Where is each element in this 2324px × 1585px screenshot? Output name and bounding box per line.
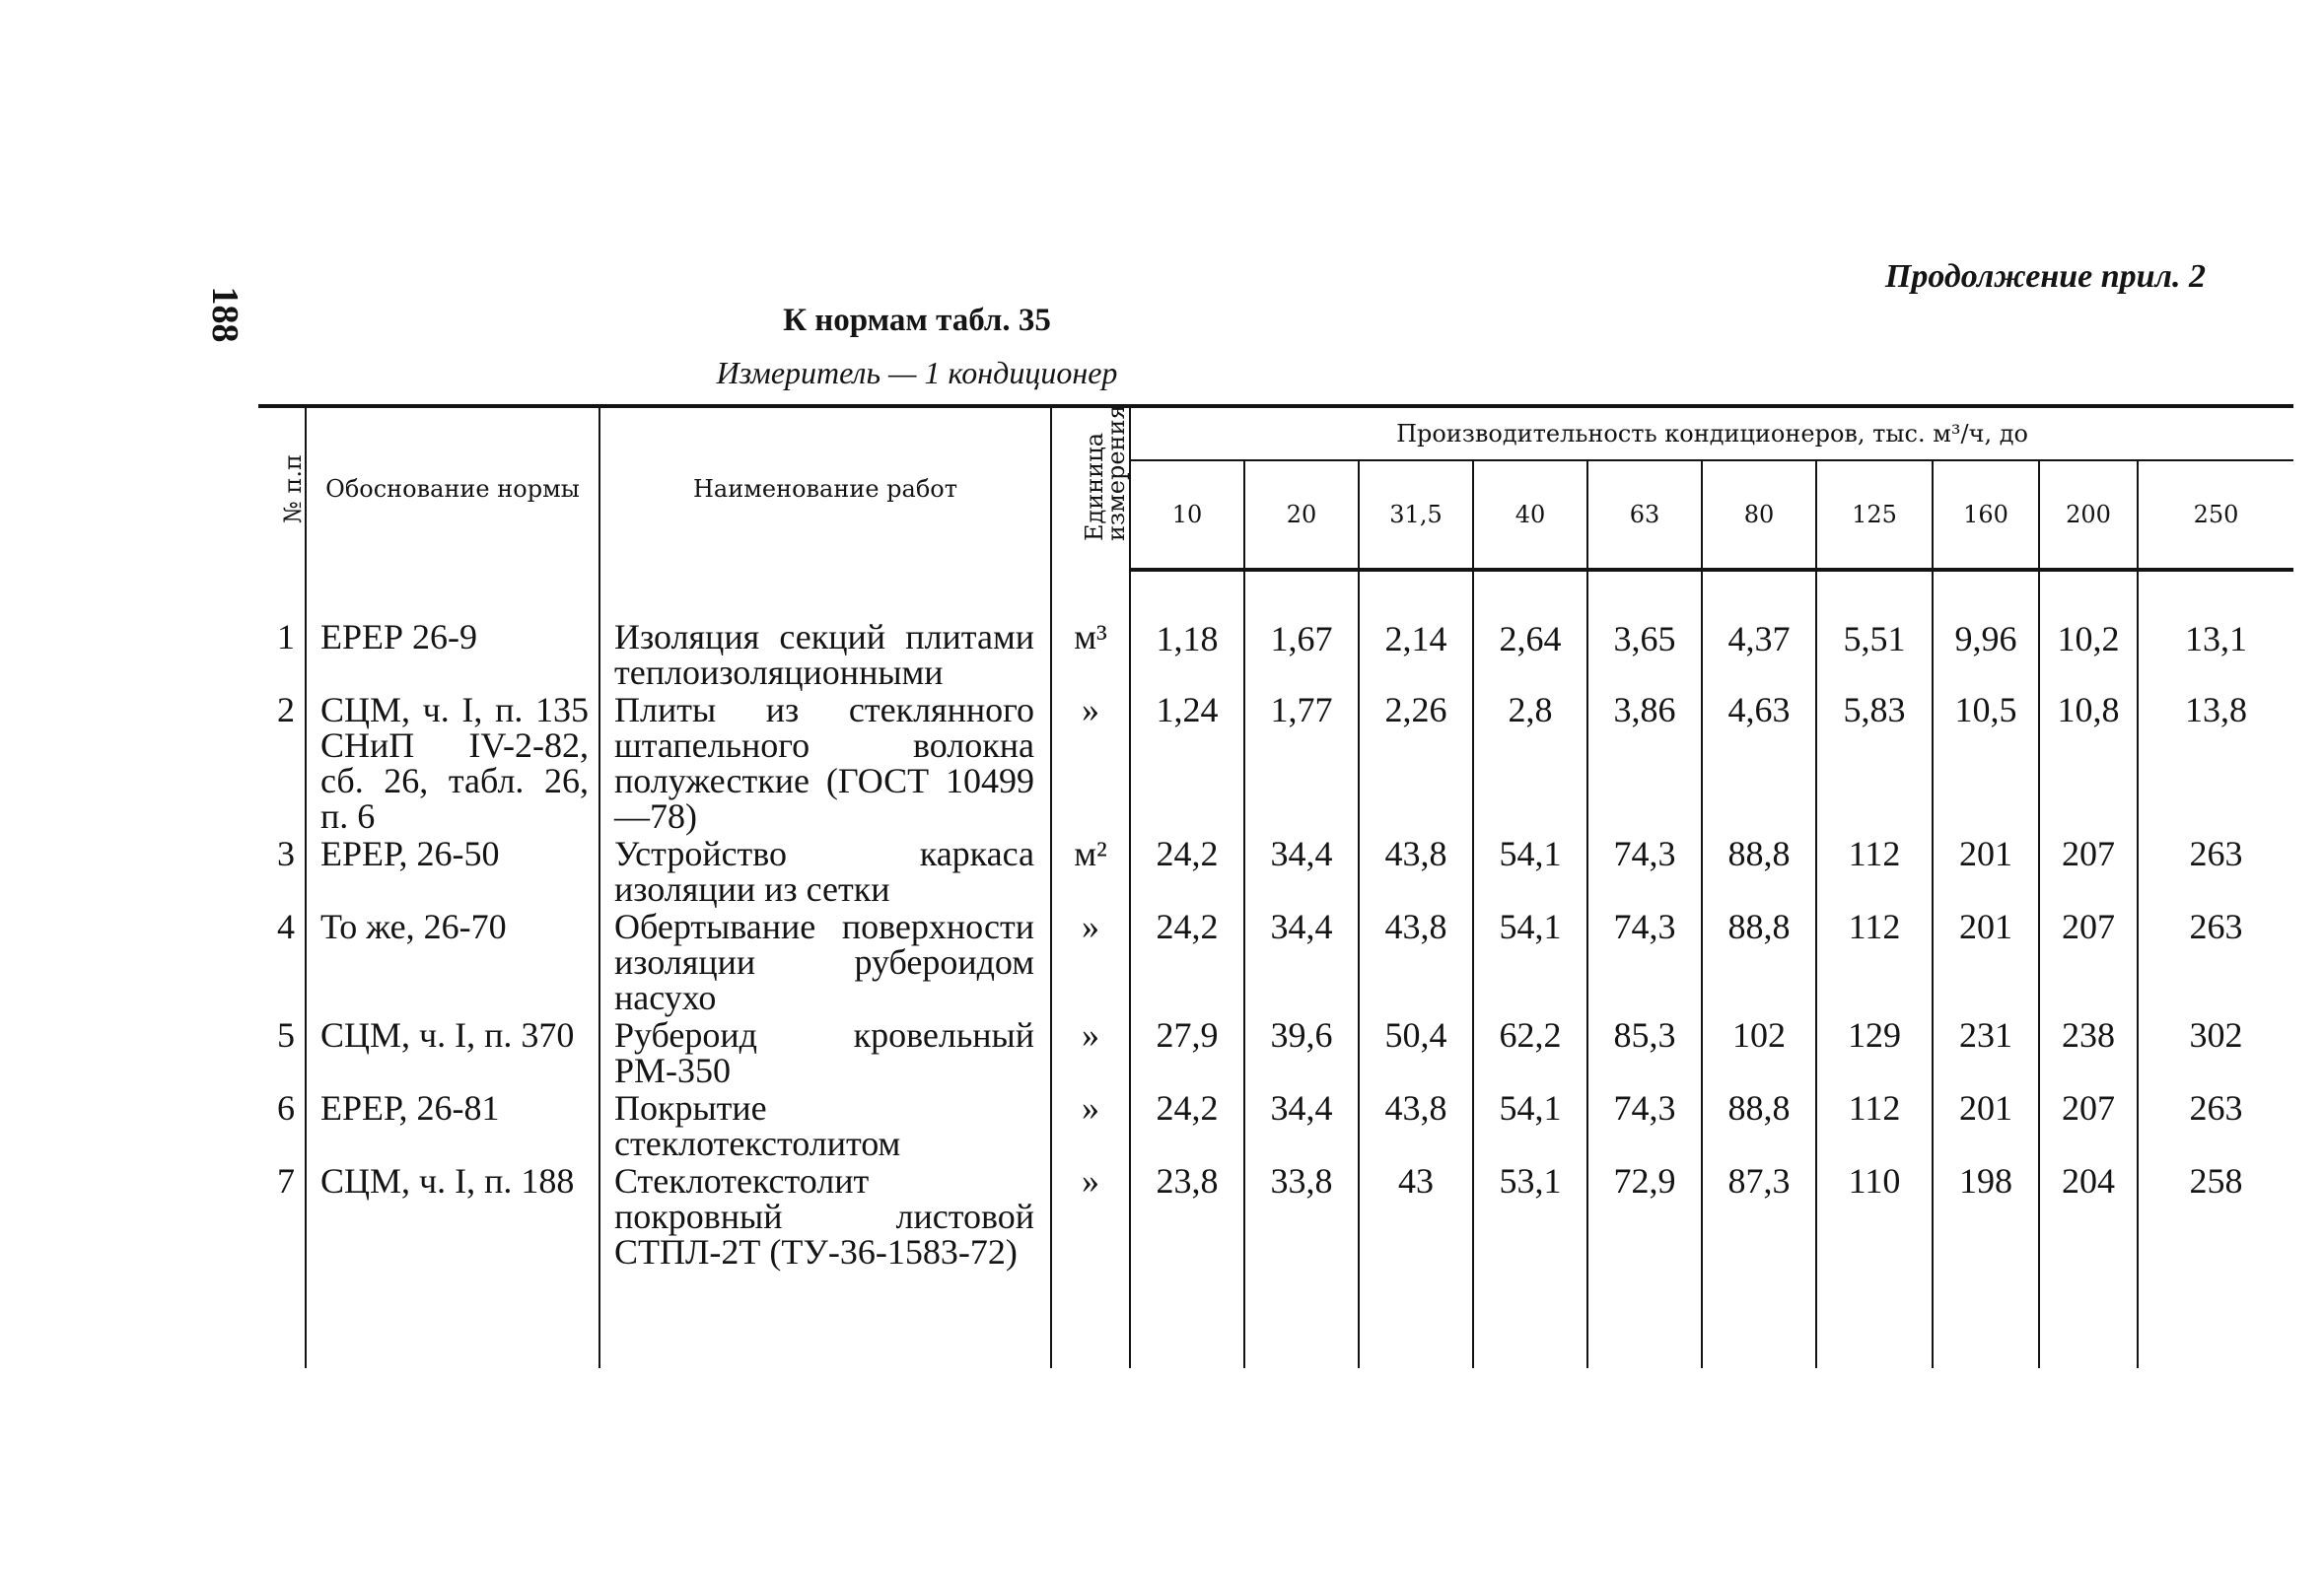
row-value: 43,8 [1359, 1090, 1473, 1163]
row-value: 263 [2138, 909, 2293, 1017]
row-work-name: Стеклотекстолит покровный листовой СТПЛ-2Т (ТУ-36-1583-72) [599, 1163, 1051, 1368]
row-number: 1 [277, 617, 295, 656]
header-capacity-0: 10 [1130, 460, 1244, 570]
row-unit: » [1051, 1090, 1130, 1163]
row-unit: » [1051, 1017, 1130, 1090]
header-no [258, 406, 306, 570]
row-value: 62,2 [1473, 1017, 1587, 1090]
row-value: 112 [1816, 909, 1933, 1017]
row-value: 129 [1816, 1017, 1933, 1090]
row-basis: СЦМ, ч. I, п. 135 СНиП IV-2-82, сб. 26, табл. 26, п. 6 [306, 692, 599, 836]
row-work-name: Устройство каркаса изоляции из сетки [599, 836, 1051, 909]
row-value: 3,86 [1587, 692, 1702, 836]
row-value: 74,3 [1587, 836, 1702, 909]
row-value: 10,8 [2039, 692, 2138, 836]
row-value: 54,1 [1473, 1090, 1587, 1163]
row-value: 50,4 [1359, 1017, 1473, 1090]
row-value: 43,8 [1359, 836, 1473, 909]
row-value: 24,2 [1130, 836, 1244, 909]
row-value: 24,2 [1130, 909, 1244, 1017]
header-no-label: № п.п [278, 454, 307, 523]
row-value: 2,26 [1359, 692, 1473, 836]
row-value: 10,5 [1933, 692, 2039, 836]
row-basis: ЕРЕР 26-9 [306, 570, 599, 692]
row-unit: м² [1051, 836, 1130, 909]
row-value: 13,8 [2138, 692, 2293, 836]
norms-table [258, 404, 2293, 1368]
row-value: 112 [1816, 836, 1933, 909]
row-unit: м³ [1051, 570, 1130, 692]
row-number: 2 [277, 690, 295, 729]
row-number: 5 [277, 1015, 295, 1055]
table-row [258, 836, 2293, 909]
row-value: 207 [2039, 836, 2138, 909]
row-value: 74,3 [1587, 1090, 1702, 1163]
row-value: 201 [1933, 836, 2039, 909]
row-value: 2,64 [1473, 570, 1587, 692]
header-unit-label: Единица измерения [1081, 403, 1130, 541]
row-value: 88,8 [1702, 1090, 1816, 1163]
header-capacity-8: 200 [2039, 460, 2138, 570]
row-value: 201 [1933, 909, 2039, 1017]
row-value: 112 [1816, 1090, 1933, 1163]
row-value: 110 [1816, 1163, 1933, 1368]
header-capacity-1: 20 [1244, 460, 1359, 570]
row-value: 204 [2039, 1163, 2138, 1368]
header-capacity-2: 31,5 [1359, 460, 1473, 570]
row-value: 74,3 [1587, 909, 1702, 1017]
table-row [258, 1090, 2293, 1163]
row-value: 54,1 [1473, 909, 1587, 1017]
row-basis: СЦМ, ч. I, п. 370 [306, 1017, 599, 1090]
row-value: 302 [2138, 1017, 2293, 1090]
table-row [258, 1017, 2293, 1090]
row-value: 34,4 [1244, 1090, 1359, 1163]
row-value: 39,6 [1244, 1017, 1359, 1090]
row-value: 43,8 [1359, 909, 1473, 1017]
row-value: 9,96 [1933, 570, 2039, 692]
row-unit: » [1051, 692, 1130, 836]
row-work-name: Плиты из стеклянного штапельного волокна полужесткие (ГОСТ 10499—78) [599, 692, 1051, 836]
row-basis: ЕРЕР, 26-81 [306, 1090, 599, 1163]
row-value: 2,8 [1473, 692, 1587, 836]
row-work-name: Рубероид кровельный РМ-350 [599, 1017, 1051, 1090]
row-basis: ЕРЕР, 26-50 [306, 836, 599, 909]
table-row [258, 570, 2293, 692]
table-body [258, 570, 2293, 1368]
row-value: 72,9 [1587, 1163, 1702, 1368]
header-capacity-3: 40 [1473, 460, 1587, 570]
header-capacity-5: 80 [1702, 460, 1816, 570]
row-value: 43 [1359, 1163, 1473, 1368]
row-work-name: Изоляция секций плитами теплоизоляционными [599, 570, 1051, 692]
header-unit [1051, 403, 1130, 570]
row-value: 198 [1933, 1163, 2039, 1368]
header-work-label: Наименование работ [692, 475, 958, 503]
row-value: 10,2 [2039, 570, 2138, 692]
row-value: 263 [2138, 1090, 2293, 1163]
row-unit: » [1051, 909, 1130, 1017]
row-value: 231 [1933, 1017, 2039, 1090]
header-basis [306, 406, 599, 570]
row-value: 27,9 [1130, 1017, 1244, 1090]
row-value: 23,8 [1130, 1163, 1244, 1368]
row-value: 88,8 [1702, 909, 1816, 1017]
row-value: 238 [2039, 1017, 2138, 1090]
row-value: 53,1 [1473, 1163, 1587, 1368]
table-row [258, 909, 2293, 1017]
row-value: 34,4 [1244, 909, 1359, 1017]
header-capacity-6: 125 [1816, 460, 1933, 570]
row-value: 33,8 [1244, 1163, 1359, 1368]
row-unit: » [1051, 1163, 1130, 1368]
row-work-name: Покрытие стеклотекстолитом [599, 1090, 1051, 1163]
row-value: 5,83 [1816, 692, 1933, 836]
row-basis: СЦМ, ч. I, п. 188 [306, 1163, 599, 1368]
page-number: 188 [204, 286, 246, 343]
row-number: 6 [277, 1088, 295, 1128]
header-capacity-4: 63 [1587, 460, 1702, 570]
row-value: 201 [1933, 1090, 2039, 1163]
row-value: 88,8 [1702, 836, 1816, 909]
row-value: 5,51 [1816, 570, 1933, 692]
header-capacity: Производительность кондиционеров, тыс. м³/ч, до [1130, 406, 2293, 460]
header-basis-label: Обоснование нормы [325, 475, 580, 503]
row-value: 102 [1702, 1017, 1816, 1090]
row-value: 24,2 [1130, 1090, 1244, 1163]
row-value: 87,3 [1702, 1163, 1816, 1368]
row-value: 4,63 [1702, 692, 1816, 836]
table-row [258, 692, 2293, 836]
row-number: 3 [277, 834, 295, 873]
row-value: 4,37 [1702, 570, 1816, 692]
row-value: 1,24 [1130, 692, 1244, 836]
row-value: 85,3 [1587, 1017, 1702, 1090]
row-value: 3,65 [1587, 570, 1702, 692]
row-number: 4 [277, 907, 295, 946]
row-value: 1,67 [1244, 570, 1359, 692]
measure-unit-note: Измеритель — 1 кондиционер [716, 355, 1118, 390]
row-value: 1,18 [1130, 570, 1244, 692]
table-row [258, 1163, 2293, 1368]
row-value: 258 [2138, 1163, 2293, 1368]
row-value: 2,14 [1359, 570, 1473, 692]
row-value: 13,1 [2138, 570, 2293, 692]
row-basis: То же, 26-70 [306, 909, 599, 1017]
header-work [599, 406, 1051, 570]
row-work-name: Обертывание поверхности изоляции рубероидом насухо [599, 909, 1051, 1017]
row-value: 34,4 [1244, 836, 1359, 909]
header-capacity-7: 160 [1933, 460, 2039, 570]
row-number: 7 [277, 1161, 295, 1201]
continuation-note: Продолжение прил. 2 [1884, 258, 2206, 295]
row-value: 207 [2039, 1090, 2138, 1163]
row-value: 263 [2138, 836, 2293, 909]
row-value: 207 [2039, 909, 2138, 1017]
row-value: 54,1 [1473, 836, 1587, 909]
header-capacity-9: 250 [2138, 460, 2293, 570]
row-value: 1,77 [1244, 692, 1359, 836]
header-row [258, 406, 2293, 460]
table-title: К нормам табл. 35 [783, 303, 1051, 338]
